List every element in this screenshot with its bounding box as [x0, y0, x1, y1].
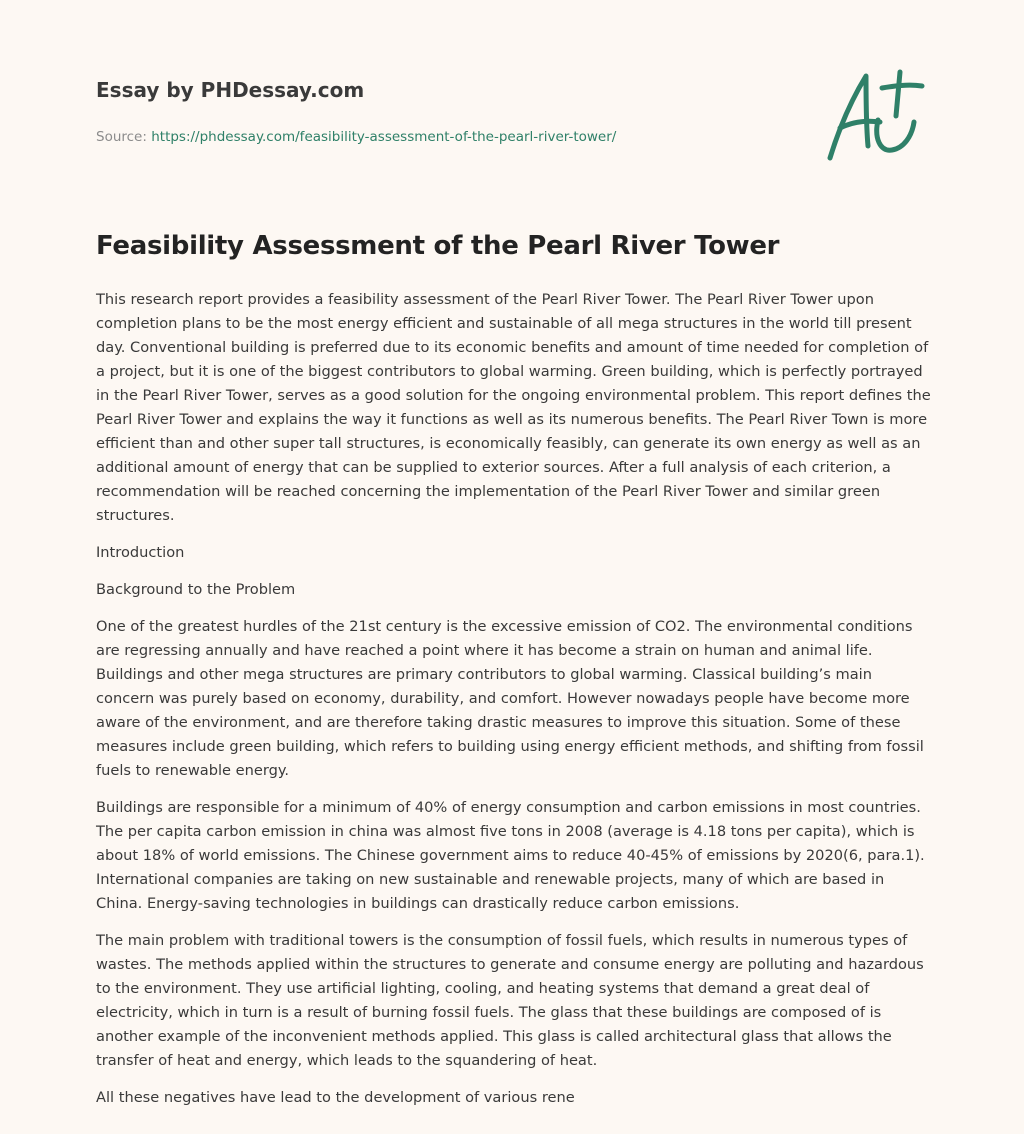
- source-label: Source:: [96, 129, 152, 145]
- essay-paragraph: This research report provides a feasibility assessment of the Pearl River Tower. The Pearl River Tower upon completion plans to be the most energy efficient and sustainable of all mega structures in the world till present day. Conventional building is preferred due to its economic benefits and amount of time needed for completion of a project, but it is one of the biggest contributors to global warming. Green building, which is perfectly portrayed in the Pearl River Tower, serves as a good solution for the ongoing environmental problem. This report defines the Pearl River Tower and explains the way it functions as well as its numerous benefits. The Pearl River Town is more efficient than and other super tall structures, is economically feasibly, can generate its own energy as well as an additional amount of energy that can be supplied to exterior sources. After a full analysis of each criterion, a recommendation will be reached concerning the implementation of the Pearl River Tower and similar green structures.: [96, 291, 931, 524]
- essay-paragraph: Buildings are responsible for a minimum of 40% of energy consumption and carbon emissions in most countries. The per capita carbon emission in china was almost five tons in 2008 (average is 4.18 tons per capita), which is about 18% of world emissions. The Chinese government aims to reduce 40-45% of emissions by 2020(6, para.1). International companies are taking on new sustainable and renewable projects, many of which are based in China. Energy-saving technologies in buildings can drastically reduce carbon emissions.: [96, 799, 925, 912]
- page-header: [96, 76, 796, 147]
- source-link[interactable]: https://phdessay.com/feasibility-assessment-of-the-pearl-river-tower/: [151, 129, 617, 145]
- essay-paragraph: The main problem with traditional towers is the consumption of fossil fuels, which results in numerous types of wastes. The methods applied within the structures to generate and consume energy are polluting and hazardous to the environment. They use artificial lighting, cooling, and heating systems that demand a great deal of electricity, which in turn is a result of burning fossil fuels. The glass that these buildings are composed of is another example of the inconvenient methods applied. This glass is called architectural glass that allows the transfer of heat and energy, which leads to the squandering of heat.: [96, 932, 924, 1069]
- essay-paragraph: All these negatives have lead to the development of various rene: [96, 1089, 575, 1106]
- a-plus-logo-icon: [822, 66, 930, 166]
- a-plus-logo: [822, 66, 930, 166]
- site-title: Essay by PHDessay.com: [96, 78, 365, 102]
- section-heading-background: Background to the Problem: [96, 581, 296, 598]
- section-heading-introduction: Introduction: [96, 544, 185, 561]
- essay-content: [96, 226, 932, 1123]
- essay-title: Feasibility Assessment of the Pearl River Tower: [96, 231, 780, 261]
- essay-paragraph: One of the greatest hurdles of the 21st century is the excessive emission of CO2. The environmental conditions are regressing annually and have reached a point where it has become a strain on human and animal life. Buildings and other mega structures are primary contributors to global warming. Classical building’s main concern was purely based on economy, durability, and comfort. However nowadays people have become more aware of the environment, and are therefore taking drastic measures to improve this situation. Some of these measures include green building, which refers to building using energy efficient methods, and shifting from fossil fuels to renewable energy.: [96, 618, 924, 779]
- source-line: [96, 127, 796, 147]
